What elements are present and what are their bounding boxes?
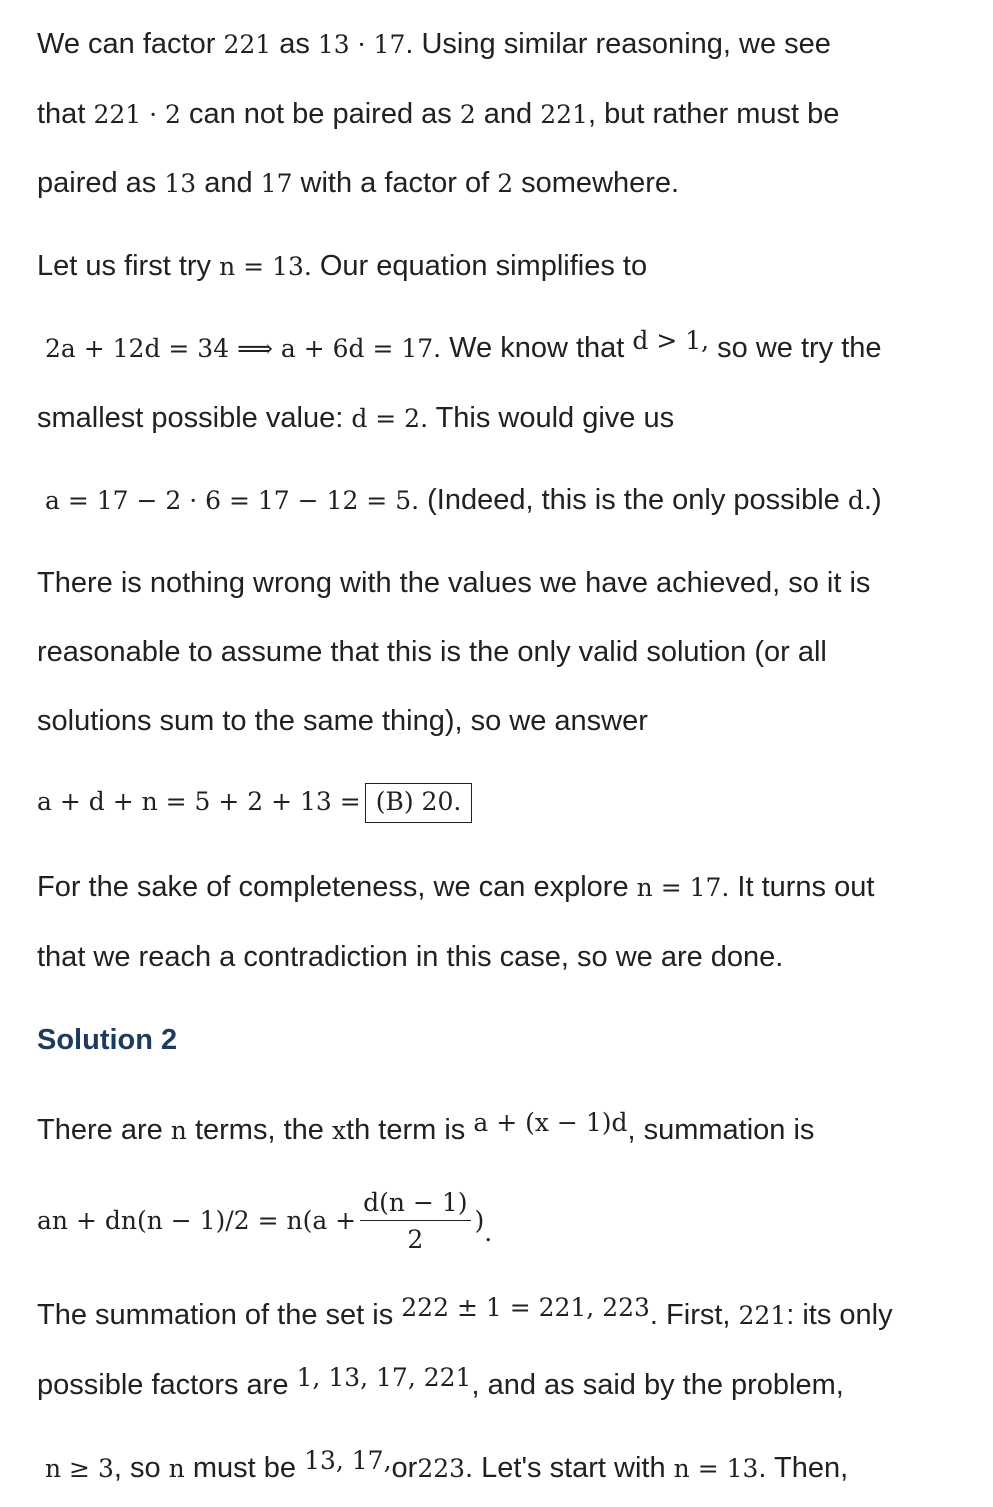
text-line: possible factors are 1, 13, 17, 221, and as said by the problem, (37, 1363, 844, 1401)
answer-line: a + d + n = 5 + 2 + 13 = (B) 20. (37, 783, 472, 823)
text-line: that 221 · 2 can not be paired as 2 and 221, but rather must be (37, 98, 840, 130)
text-line: a = 17 − 2 · 6 = 17 − 12 = 5. (Indeed, this is the only possible d.) (45, 484, 882, 516)
text-line: For the sake of completeness, we can explore n = 17. It turns out (37, 871, 875, 903)
formula-line: an + dn(n − 1)/2 = n(a + $\frac{d(n - 1)}{2}$ ). (37, 1188, 493, 1254)
text-line: smallest possible value: d = 2. This would give us (37, 402, 675, 434)
text-line: There are n terms, the xth term is a + (x − 1)d, summation is (37, 1108, 815, 1146)
text-line: 2a + 12d = 34 ⟹ a + 6d = 17. We know that d > 1, so we try the (45, 326, 882, 364)
text-line: that we reach a contradiction in this case, so we are done. (37, 941, 784, 973)
text-line: reasonable to assume that this is the only valid solution (or all (37, 636, 827, 668)
text-line: n ≥ 3, so n must be 13, 17,or223. Let's start with n = 13. Then, (45, 1446, 849, 1484)
section-heading: Solution 2 (37, 1024, 178, 1056)
answer-box: (B) 20. (365, 783, 473, 823)
fraction: $\frac{d(n - 1)}{2}$ (360, 1188, 470, 1255)
text-line: Let us first try n = 13. Our equation simplifies to (37, 250, 648, 282)
text-line: paired as 13 and 17 with a factor of 2 somewhere. (37, 167, 680, 199)
text-line: solutions sum to the same thing), so we answer (37, 705, 648, 737)
text-line: The summation of the set is 222 ± 1 = 221, 223. First, 221: its only (37, 1293, 893, 1331)
text-line: We can factor 221 as 13 · 17. Using similar reasoning, we see (37, 28, 831, 60)
text-line: There is nothing wrong with the values we have achieved, so it is (37, 567, 871, 599)
